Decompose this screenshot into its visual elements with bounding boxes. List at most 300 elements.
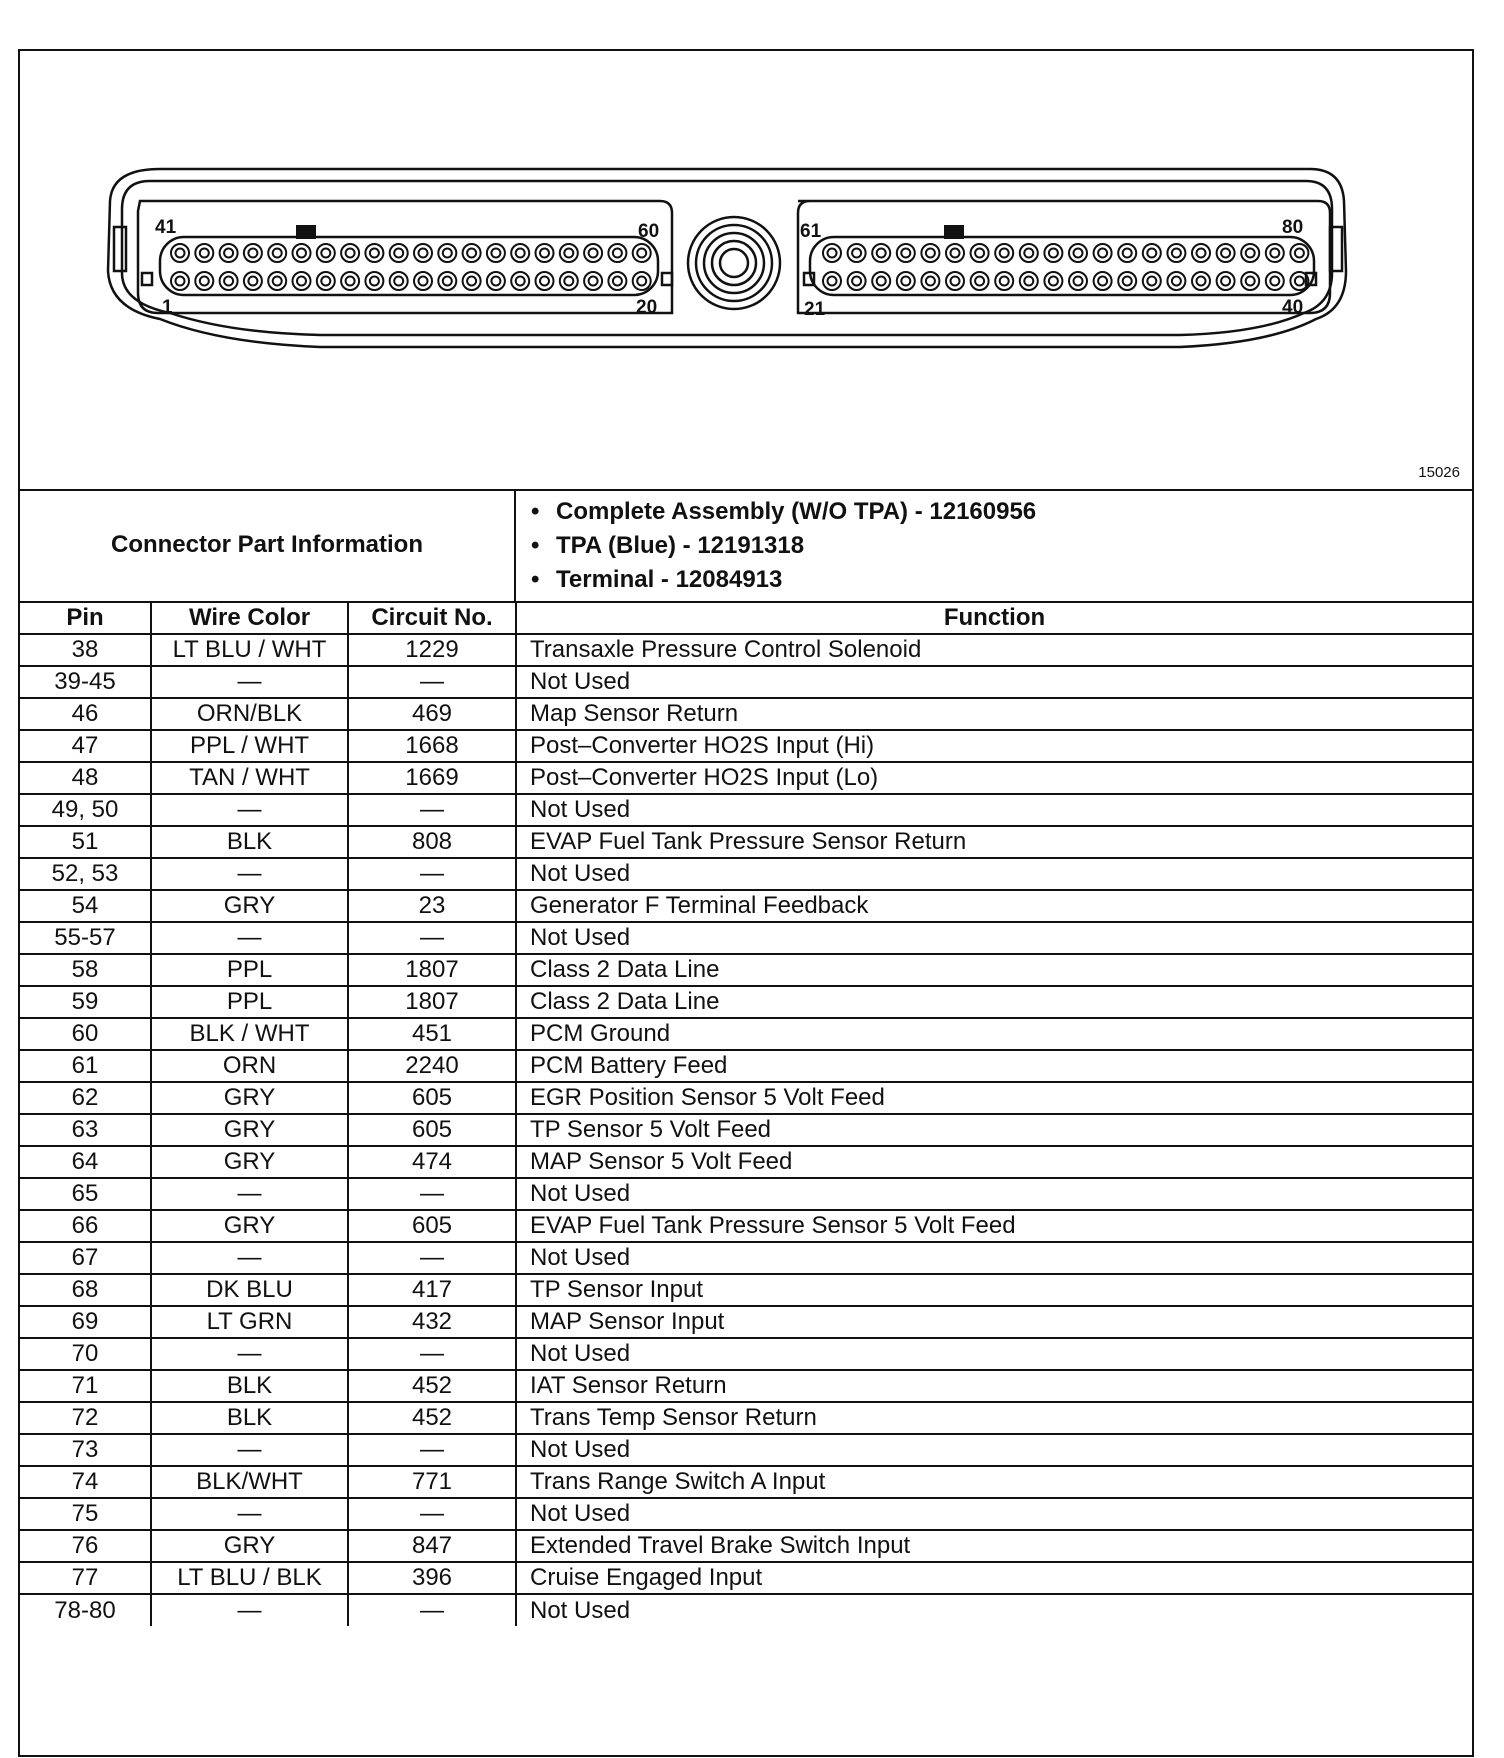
pinout-table [20,601,1472,1626]
function-cell: TP Sensor 5 Volt Feed [516,1114,1472,1146]
pin-hole [317,244,335,262]
table-row [20,1050,1472,1082]
pin-hole [823,244,841,262]
pin-cell: 66 [20,1210,151,1242]
pin-cell: 77 [20,1562,151,1594]
pin-cell: 47 [20,730,151,762]
function-cell: Post–Converter HO2S Input (Lo) [516,762,1472,794]
pin-contact [1147,277,1156,286]
pin-contact [1246,249,1255,258]
pin-cell: 46 [20,698,151,730]
pin-hole [390,244,408,262]
function-cell: Class 2 Data Line [516,986,1472,1018]
table-row [20,1210,1472,1242]
pin-contact [273,277,282,286]
function-cell: Not Used [516,1594,1472,1626]
function-cell: IAT Sensor Return [516,1370,1472,1402]
pin-contact [346,249,355,258]
pin-hole [1094,272,1112,290]
pin-label-40: 40 [1282,297,1304,318]
pin-hole [414,272,432,290]
figure-number: 15026 [1418,464,1460,481]
function-cell: EGR Position Sensor 5 Volt Feed [516,1082,1472,1114]
pin-contact [1123,277,1132,286]
pin-contact [467,277,476,286]
pin-hole [1241,244,1259,262]
pin-hole [1266,272,1284,290]
pin-cell: 64 [20,1146,151,1178]
part-info-label: Connector Part Information [20,489,516,601]
wire-color-cell: LT BLU / WHT [151,634,348,666]
pin-hole [897,272,915,290]
pin-cell: 39-45 [20,666,151,698]
function-cell: Cruise Engaged Input [516,1562,1472,1594]
pin-cell: 75 [20,1498,151,1530]
function-cell: Transaxle Pressure Control Solenoid [516,634,1472,666]
table-row [20,1530,1472,1562]
pin-hole [220,244,238,262]
circuit-cell: 847 [348,1530,516,1562]
table-row [20,1114,1472,1146]
pin-hole [1118,244,1136,262]
function-cell: Not Used [516,922,1472,954]
function-cell: Not Used [516,666,1472,698]
pin-contact [951,277,960,286]
part-number-item: • TPA (Blue) - 12191318 [556,529,1472,563]
pin-cell: 73 [20,1434,151,1466]
pin-cell: 69 [20,1306,151,1338]
table-row [20,634,1472,666]
table-row [20,1498,1472,1530]
pin-contact [1123,249,1132,258]
table-row [20,794,1472,826]
pin-contact [540,277,549,286]
pin-contact [1197,249,1206,258]
table-row [20,986,1472,1018]
table-row [20,1402,1472,1434]
pin-contact [1098,249,1107,258]
table-row [20,954,1472,986]
table-row [20,730,1472,762]
pin-cell: 59 [20,986,151,1018]
pin-hole [268,244,286,262]
wire-color-cell: — [151,1178,348,1210]
circuit-cell: 1229 [348,634,516,666]
pin-contact [346,277,355,286]
pin-hole [1069,272,1087,290]
pin-hole [921,244,939,262]
circuit-cell: 452 [348,1402,516,1434]
pin-contact [1049,249,1058,258]
pin-hole [608,244,626,262]
circuit-cell: — [348,666,516,698]
wire-color-cell: LT BLU / BLK [151,1562,348,1594]
pin-contact [224,249,233,258]
wire-color-cell: BLK [151,826,348,858]
pin-cell: 55-57 [20,922,151,954]
wire-color-cell: GRY [151,890,348,922]
wire-color-cell: GRY [151,1210,348,1242]
table-row [20,1338,1472,1370]
circuit-cell: — [348,922,516,954]
pin-cell: 67 [20,1242,151,1274]
pin-hole [633,272,651,290]
pin-label-1: 1 [162,297,173,318]
pin-hole [244,272,262,290]
table-row [20,890,1472,922]
part-number-item: • Complete Assembly (W/O TPA) - 12160956 [556,495,1472,529]
table-row [20,1178,1472,1210]
pin-contact [248,277,257,286]
circuit-cell: 23 [348,890,516,922]
pin-hole [897,244,915,262]
pin-contact [1221,277,1230,286]
pin-hole [244,244,262,262]
header-wire-color: Wire Color [151,602,348,634]
table-row [20,1242,1472,1274]
pin-contact [1270,277,1279,286]
function-cell: Trans Temp Sensor Return [516,1402,1472,1434]
circuit-cell: — [348,1242,516,1274]
circuit-cell: 1807 [348,954,516,986]
pin-label-41: 41 [155,217,177,238]
pin-cell: 38 [20,634,151,666]
wire-color-cell: GRY [151,1530,348,1562]
pin-hole [608,272,626,290]
circuit-cell: 808 [348,826,516,858]
pin-contact [1049,277,1058,286]
pin-contact [419,249,428,258]
pin-contact [637,277,646,286]
pin-contact [613,249,622,258]
pin-contact [564,249,573,258]
pin-label-21: 21 [804,299,826,320]
pin-contact [852,277,861,286]
pin-cell: 63 [20,1114,151,1146]
pin-contact [1000,277,1009,286]
connector-diagram [20,51,1472,491]
wire-color-cell: PPL [151,954,348,986]
pin-hole [633,244,651,262]
circuit-cell: 2240 [348,1050,516,1082]
wire-color-cell: — [151,1434,348,1466]
wire-color-cell: BLK [151,1402,348,1434]
table-row [20,922,1472,954]
pin-hole [848,272,866,290]
pin-contact [1246,277,1255,286]
table-row [20,1434,1472,1466]
table-row [20,826,1472,858]
pin-cell: 61 [20,1050,151,1082]
pin-contact [975,249,984,258]
function-cell: Generator F Terminal Feedback [516,890,1472,922]
function-cell: Not Used [516,858,1472,890]
header-pin: Pin [20,602,151,634]
pin-hole [1290,244,1308,262]
table-header-row [20,602,1472,634]
table-row [20,762,1472,794]
pin-contact [1295,277,1304,286]
wire-color-cell: — [151,1242,348,1274]
function-cell: MAP Sensor 5 Volt Feed [516,1146,1472,1178]
circuit-cell: — [348,1594,516,1626]
pin-contact [828,277,837,286]
pin-cell: 71 [20,1370,151,1402]
pin-contact [176,249,185,258]
pin-label-60: 60 [638,221,660,242]
pin-hole [1069,244,1087,262]
function-cell: Not Used [516,1434,1472,1466]
pin-hole [1192,272,1210,290]
pin-hole [171,272,189,290]
circuit-cell: 451 [348,1018,516,1050]
pin-hole [511,272,529,290]
function-cell: Not Used [516,1338,1472,1370]
table-row [20,1370,1472,1402]
wire-color-cell: — [151,794,348,826]
table-row [20,1562,1472,1594]
pin-contact [297,277,306,286]
pin-contact [321,249,330,258]
pin-hole [1217,272,1235,290]
wire-color-cell: LT GRN [151,1306,348,1338]
pin-hole [438,272,456,290]
pin-hole [511,244,529,262]
wire-color-cell: ORN [151,1050,348,1082]
wire-color-cell: BLK [151,1370,348,1402]
wire-color-cell: ORN/BLK [151,698,348,730]
pin-contact [926,277,935,286]
circuit-cell: — [348,1434,516,1466]
pin-contact [828,249,837,258]
circuit-cell: 432 [348,1306,516,1338]
wire-color-cell: PPL [151,986,348,1018]
wire-color-cell: BLK/WHT [151,1466,348,1498]
pin-hole [560,272,578,290]
pin-contact [1221,249,1230,258]
circuit-cell: 1669 [348,762,516,794]
wire-color-cell: GRY [151,1114,348,1146]
pin-hole [438,244,456,262]
pin-hole [1241,272,1259,290]
pin-hole [995,272,1013,290]
pin-cell: 52, 53 [20,858,151,890]
pin-cell: 62 [20,1082,151,1114]
pin-hole [971,272,989,290]
pin-contact [1098,277,1107,286]
pin-hole [463,272,481,290]
pin-cell: 72 [20,1402,151,1434]
pin-contact [1000,249,1009,258]
circuit-cell: 396 [348,1562,516,1594]
function-cell: PCM Battery Feed [516,1050,1472,1082]
pin-hole [848,244,866,262]
circuit-cell: 605 [348,1210,516,1242]
circuit-cell: — [348,858,516,890]
connector-part-info [20,489,1472,601]
pin-contact [1024,277,1033,286]
pin-hole [1167,272,1185,290]
pin-contact [877,277,886,286]
pin-label-61: 61 [800,221,822,242]
pin-cell: 54 [20,890,151,922]
wire-color-cell: — [151,1498,348,1530]
pin-contact [1172,277,1181,286]
pin-contact [1270,249,1279,258]
wire-color-cell: GRY [151,1082,348,1114]
circuit-cell: 469 [348,698,516,730]
pin-contact [370,277,379,286]
pin-contact [443,277,452,286]
pin-hole [220,272,238,290]
pin-hole [171,244,189,262]
function-cell: Trans Range Switch A Input [516,1466,1472,1498]
pin-hole [463,244,481,262]
pin-contact [491,249,500,258]
pin-contact [224,277,233,286]
pin-hole [1217,244,1235,262]
pin-contact [926,249,935,258]
function-cell: Post–Converter HO2S Input (Hi) [516,730,1472,762]
table-row [20,666,1472,698]
pin-hole [584,244,602,262]
pin-hole [487,244,505,262]
pin-cell: 49, 50 [20,794,151,826]
function-cell: EVAP Fuel Tank Pressure Sensor 5 Volt Feed [516,1210,1472,1242]
pin-hole [1044,272,1062,290]
pin-hole [365,272,383,290]
pin-hole [872,272,890,290]
pin-contact [589,249,598,258]
pin-hole [536,244,554,262]
circuit-cell: 1668 [348,730,516,762]
pin-hole [536,272,554,290]
pin-hole [946,272,964,290]
wire-color-cell: — [151,858,348,890]
pin-contact [1147,249,1156,258]
pin-contact [1197,277,1206,286]
pin-contact [419,277,428,286]
pin-hole [823,272,841,290]
circuit-cell: 605 [348,1114,516,1146]
pin-contact [321,277,330,286]
wire-color-cell: BLK / WHT [151,1018,348,1050]
function-cell: TP Sensor Input [516,1274,1472,1306]
table-row [20,1594,1472,1626]
circuit-cell: — [348,1178,516,1210]
connector-drawing [20,51,1472,489]
circuit-cell: 417 [348,1274,516,1306]
pin-cell: 58 [20,954,151,986]
pin-hole [1094,244,1112,262]
wire-color-cell: PPL / WHT [151,730,348,762]
pin-hole [268,272,286,290]
circuit-cell: — [348,794,516,826]
pin-contact [248,249,257,258]
circuit-cell: 605 [348,1082,516,1114]
header-function: Function [516,602,1472,634]
pin-hole [946,244,964,262]
wire-color-cell: — [151,666,348,698]
function-cell: EVAP Fuel Tank Pressure Sensor Return [516,826,1472,858]
pin-hole [1118,272,1136,290]
pin-hole [341,272,359,290]
table-row [20,1146,1472,1178]
pin-hole [293,244,311,262]
header-circuit-no: Circuit No. [348,602,516,634]
pin-contact [1074,249,1083,258]
pin-hole [872,244,890,262]
pin-cell: 68 [20,1274,151,1306]
pin-contact [394,249,403,258]
pin-label-20: 20 [636,297,658,318]
wire-color-cell: DK BLU [151,1274,348,1306]
pin-cell: 70 [20,1338,151,1370]
pin-hole [1143,272,1161,290]
pin-contact [370,249,379,258]
pin-contact [951,249,960,258]
function-cell: PCM Ground [516,1018,1472,1050]
pin-contact [852,249,861,258]
table-row [20,1274,1472,1306]
pin-contact [443,249,452,258]
pin-contact [516,277,525,286]
wire-color-cell: TAN / WHT [151,762,348,794]
pin-contact [491,277,500,286]
function-cell: Not Used [516,1178,1472,1210]
pin-label-80: 80 [1282,217,1304,238]
pin-hole [414,244,432,262]
pin-hole [195,244,213,262]
pin-contact [877,249,886,258]
pin-contact [540,249,549,258]
pin-hole [560,244,578,262]
function-cell: Extended Travel Brake Switch Input [516,1530,1472,1562]
pin-cell: 60 [20,1018,151,1050]
pin-hole [1020,244,1038,262]
pin-hole [487,272,505,290]
pin-hole [995,244,1013,262]
pin-contact [1074,277,1083,286]
function-cell: Not Used [516,1242,1472,1274]
pin-contact [637,249,646,258]
pin-contact [613,277,622,286]
circuit-cell: — [348,1498,516,1530]
pin-hole [341,244,359,262]
pin-contact [589,277,598,286]
pin-contact [901,249,910,258]
table-row [20,1466,1472,1498]
wire-color-cell: — [151,1338,348,1370]
pin-hole [1020,272,1038,290]
function-cell: MAP Sensor Input [516,1306,1472,1338]
wire-color-cell: — [151,922,348,954]
table-row [20,1018,1472,1050]
circuit-cell: — [348,1338,516,1370]
pin-hole [390,272,408,290]
table-row [20,1306,1472,1338]
wire-color-cell: GRY [151,1146,348,1178]
function-cell: Class 2 Data Line [516,954,1472,986]
pin-hole [921,272,939,290]
pin-cell: 74 [20,1466,151,1498]
pin-contact [1172,249,1181,258]
pin-contact [975,277,984,286]
pin-hole [1143,244,1161,262]
connector-sheet [18,49,1474,1757]
pin-contact [200,277,209,286]
pin-cell: 48 [20,762,151,794]
